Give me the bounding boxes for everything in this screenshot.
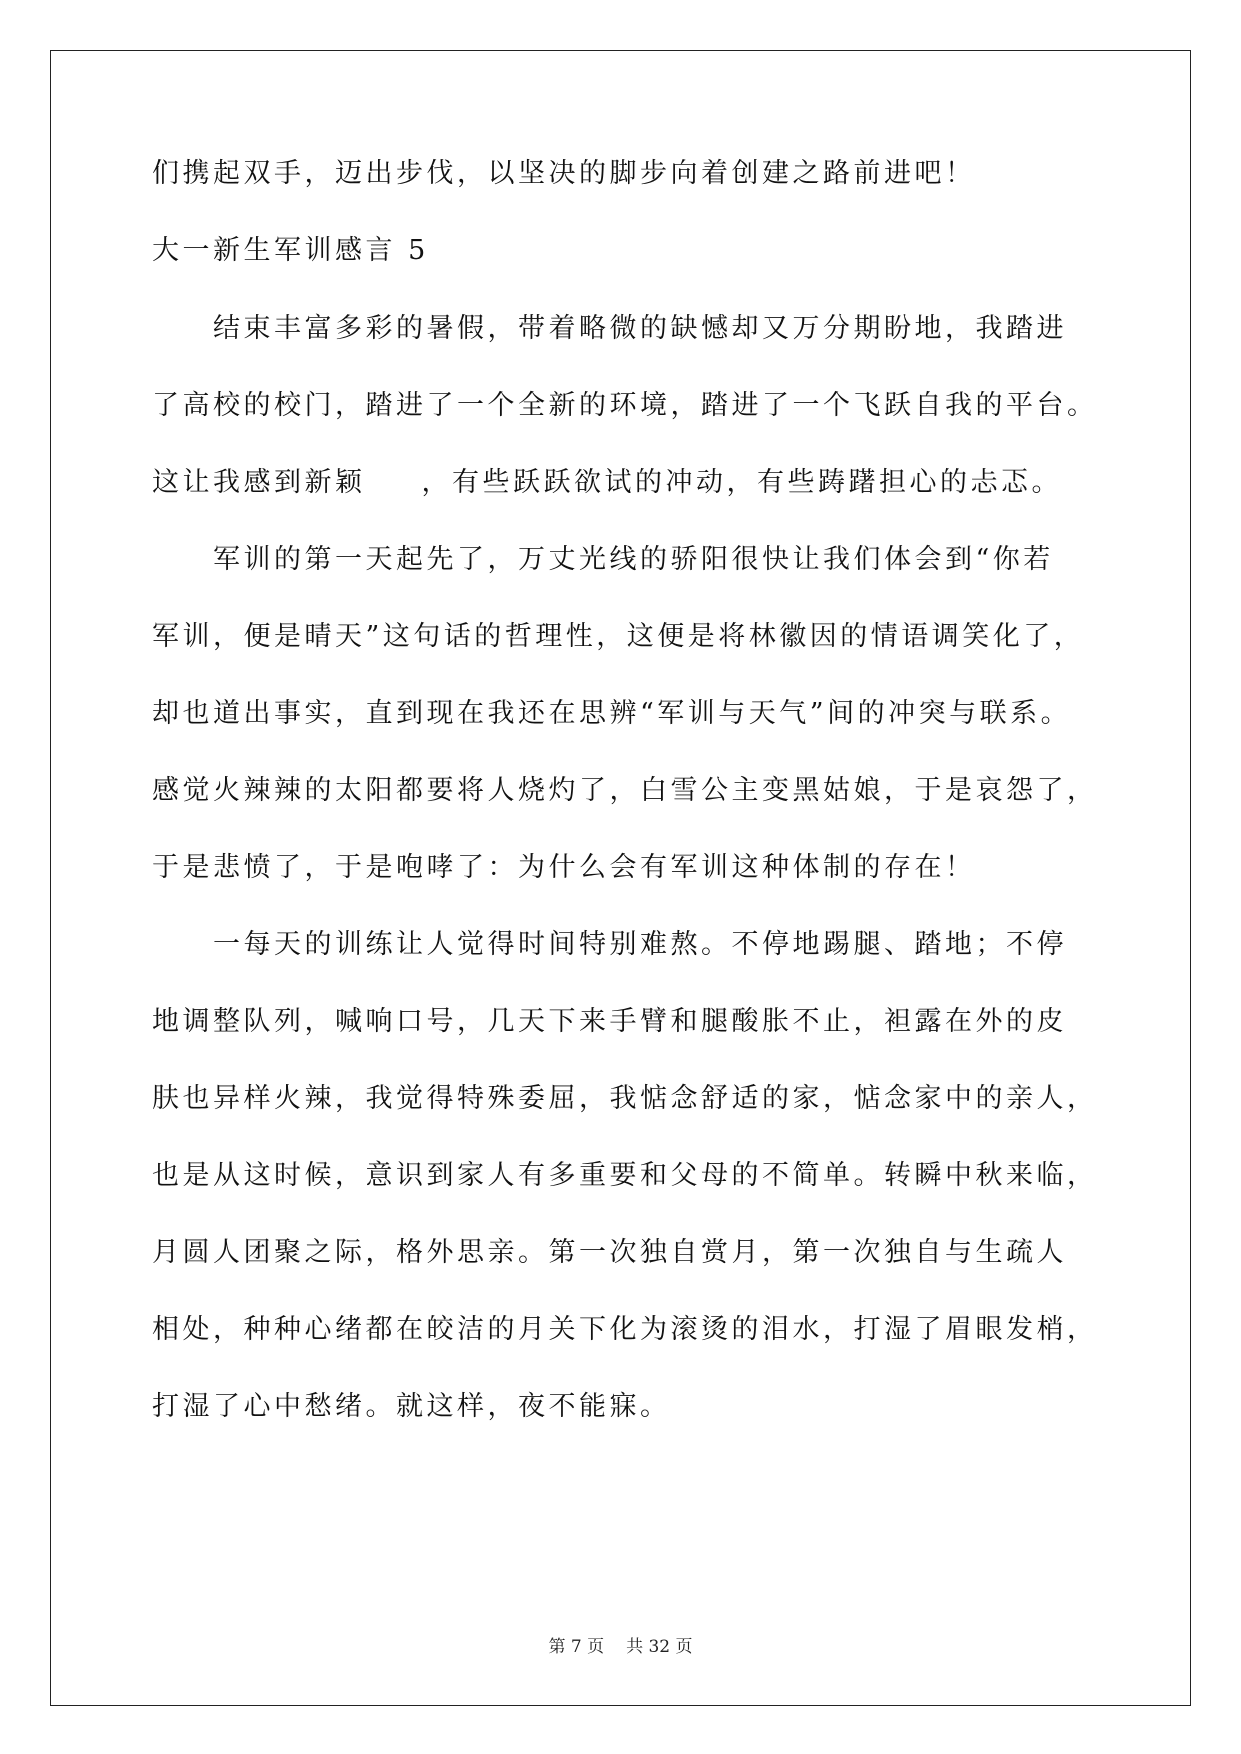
- text-line: 相处，种种心绪都在皎洁的月关下化为滚烫的泪水，打湿了眉眼发梢，: [152, 1314, 1098, 1345]
- text-line: 军训的第一天起先了，万丈光线的骄阳很快让我们体会到“你若: [152, 544, 1054, 575]
- text-line: 却也道出事实，直到现在我还在思辨“军训与天气”间的冲突与联系。: [152, 698, 1072, 729]
- text-line: 月圆人团聚之际，格外思亲。第一次独自赏月，第一次独自与生疏人: [152, 1237, 1067, 1268]
- text-line: 军训，便是晴天”这句话的哲理性，这便是将林徽因的情语调笑化了，: [152, 621, 1085, 652]
- page-number: 第 7 页: [548, 1637, 605, 1657]
- text-line: 结束丰富多彩的暑假，带着略微的缺憾却又万分期盼地，我踏进: [152, 313, 1067, 344]
- text-line: 了高校的校门，踏进了一个全新的环境，踏进了一个飞跃自我的平台。: [152, 390, 1098, 421]
- section-heading: 大一新生军训感言 5: [152, 235, 429, 266]
- document-body: [152, 160, 1112, 1421]
- text-line: 打湿了心中愁绪。就这样，夜不能寐。: [152, 1391, 671, 1422]
- text-line: 们携起双手，迈出步伐，以坚决的脚步向着创建之路前进吧！: [152, 158, 976, 189]
- text-line: 肤也异样火辣，我觉得特殊委屈，我惦念舒适的家，惦念家中的亲人，: [152, 1083, 1098, 1114]
- text-line: 于是悲愤了，于是咆哮了：为什么会有军训这种体制的存在！: [152, 852, 976, 883]
- text-fragment: ，有些跃跃欲试的冲动，有些踌躇担心的忐忑。: [421, 467, 1062, 498]
- page-total: 共 32 页: [626, 1637, 693, 1657]
- text-line: 地调整队列，喊响口号，几天下来手臂和腿酸胀不止，袒露在外的皮: [152, 1006, 1067, 1037]
- text-line: 一每天的训练让人觉得时间特别难熬。不停地踢腿、踏地；不停: [152, 929, 1067, 960]
- page-footer: [0, 1632, 1241, 1657]
- text-line: 感觉火辣辣的太阳都要将人烧灼了，白雪公主变黑姑娘，于是哀怨了，: [152, 775, 1098, 806]
- text-line: [152, 469, 1112, 497]
- text-fragment: 这让我感到新颖: [152, 467, 366, 498]
- text-line: 也是从这时候，意识到家人有多重要和父母的不简单。转瞬中秋来临，: [152, 1160, 1098, 1191]
